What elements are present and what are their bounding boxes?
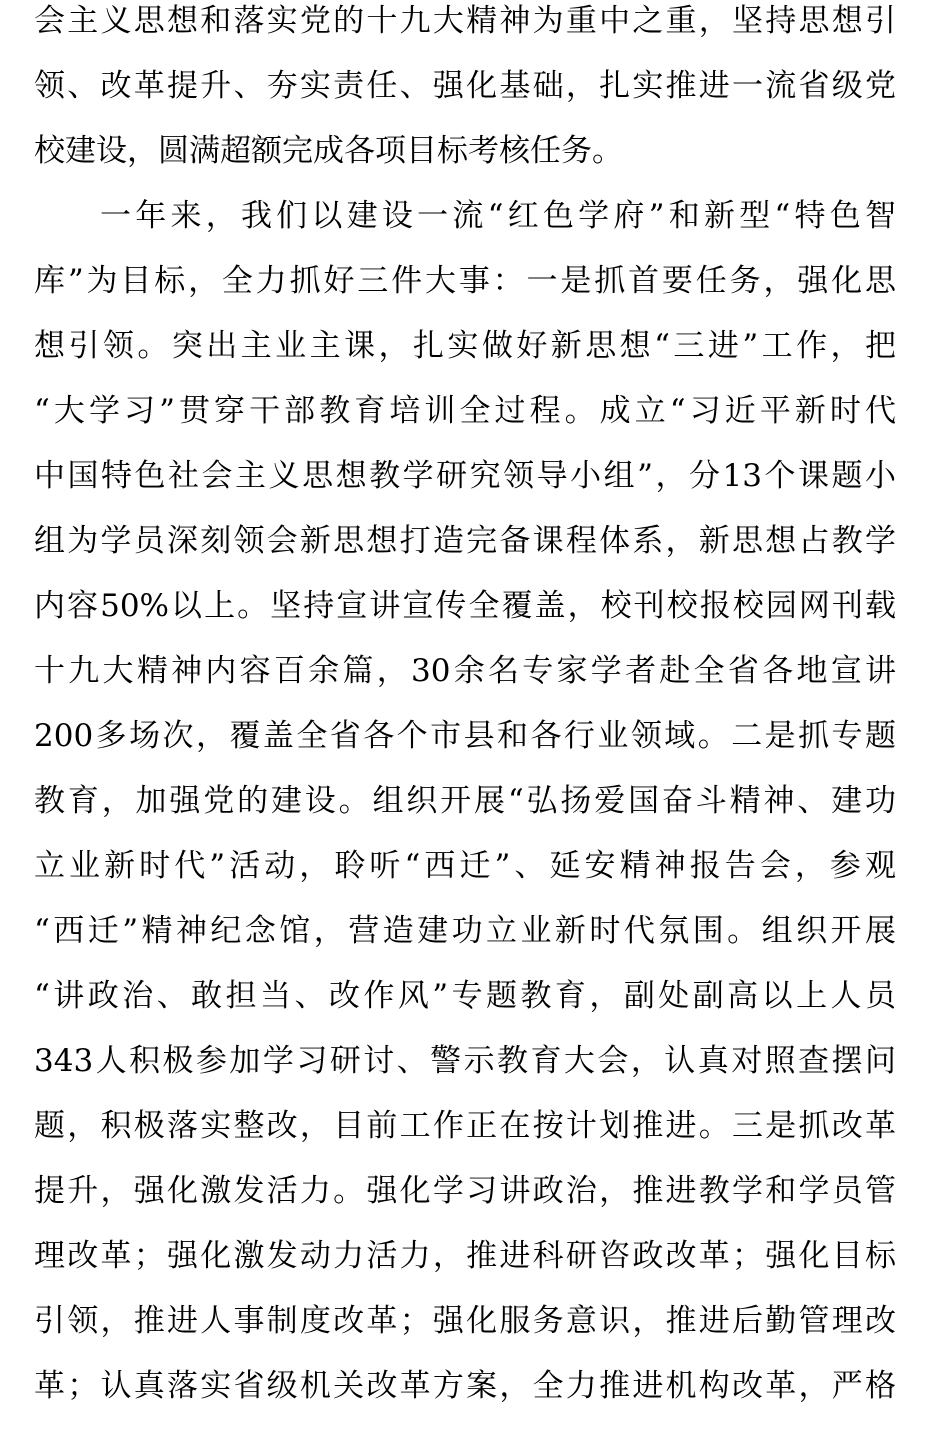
text-line: 题，积极落实整改，目前工作正在按计划推进。三是抓改革 <box>34 1108 896 1144</box>
text-line: 教育，加强党的建设。组织开展“弘扬爱国奋斗精神、建功 <box>34 783 896 819</box>
text-line: 提升，强化激发活力。强化学习讲政治，推进教学和学员管 <box>34 1173 896 1209</box>
text-line: 立业新时代”活动，聆听“西迁”、延安精神报告会，参观 <box>34 848 896 884</box>
text-line: 想引领。突出主业主课，扎实做好新思想“三进”工作，把 <box>34 328 896 364</box>
text-line: 中国特色社会主义思想教学研究领导小组”，分13个课题小 <box>34 458 896 494</box>
text-line: 领、改革提升、夯实责任、强化基础，扎实推进一流省级党 <box>34 68 896 104</box>
text-line: 引领，推进人事制度改革；强化服务意识，推进后勤管理改 <box>34 1303 896 1339</box>
text-line: 200多场次，覆盖全省各个市县和各行业领域。二是抓专题 <box>34 718 896 754</box>
text-line: 343人积极参加学习研讨、警示教育大会，认真对照查摆问 <box>34 1043 896 1079</box>
text-line: 内容50%以上。坚持宣讲宣传全覆盖，校刊校报校园网刊载 <box>34 588 896 624</box>
text-line: 会主义思想和落实党的十九大精神为重中之重，坚持思想引 <box>34 3 896 39</box>
text-line: 十九大精神内容百余篇，30余名专家学者赴全省各地宣讲 <box>34 653 896 689</box>
text-line: 库”为目标，全力抓好三件大事：一是抓首要任务，强化思 <box>34 263 896 299</box>
text-line: 校建设，圆满超额完成各项目标考核任务。 <box>34 133 623 169</box>
text-line: 理改革；强化激发动力活力，推进科研咨政改革；强化目标 <box>34 1238 896 1274</box>
paragraph-first-line: 一年来，我们以建设一流“红色学府”和新型“特色智 <box>100 198 896 234</box>
text-line: 组为学员深刻领会新思想打造完备课程体系，新思想占教学 <box>34 523 896 559</box>
text-line: “大学习”贯穿干部教育培训全过程。成立“习近平新时代 <box>34 393 896 429</box>
text-line: 革；认真落实省级机关改革方案，全力推进机构改革，严格 <box>34 1368 896 1404</box>
text-line: “讲政治、敢担当、改作风”专题教育，副处副高以上人员 <box>34 978 896 1014</box>
text-line: “西迁”精神纪念馆，营造建功立业新时代氛围。组织开展 <box>34 913 896 949</box>
